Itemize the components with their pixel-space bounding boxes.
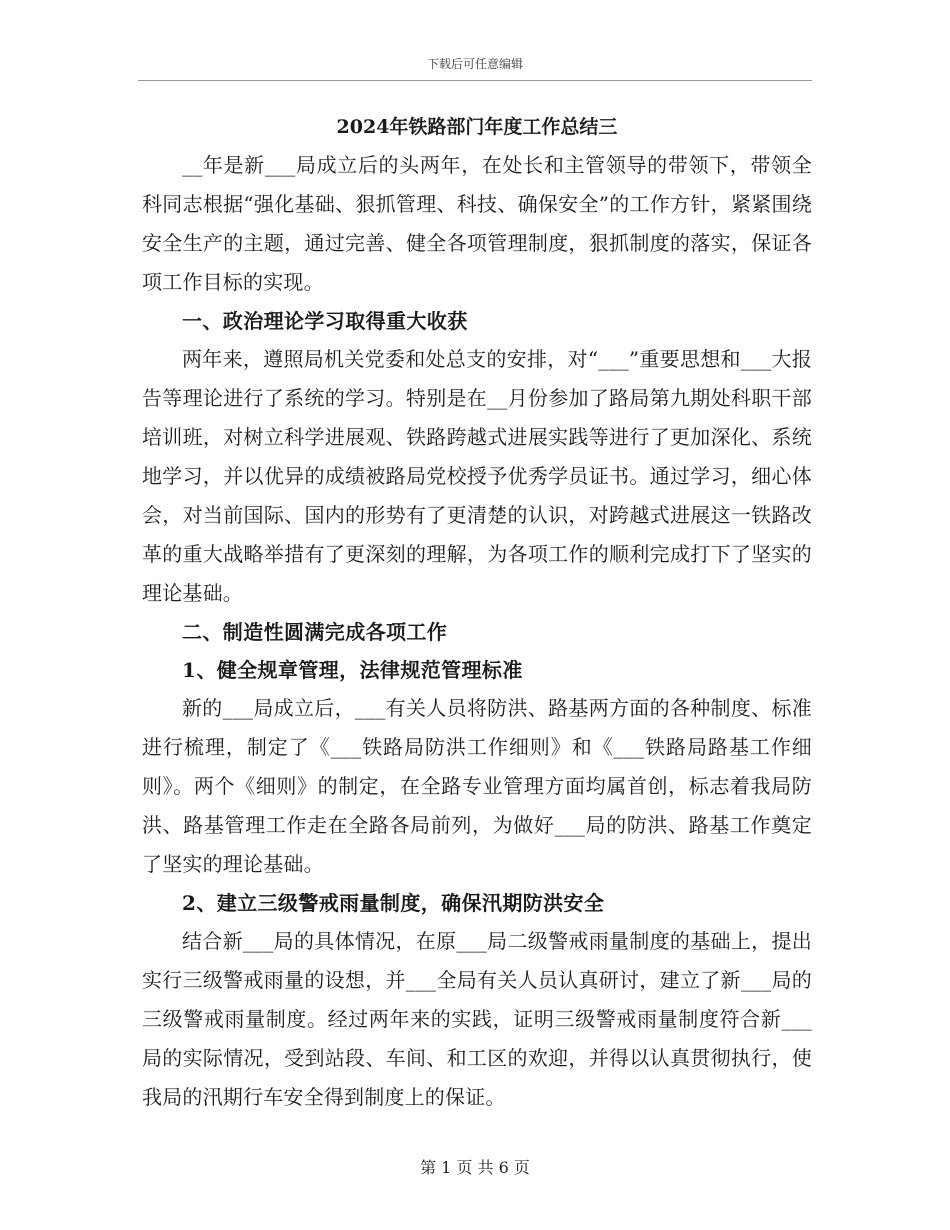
intro-paragraph: __年是新___局成立后的头两年，在处长和主管领导的带领下，带领全科同志根据“强化基础、狠抓管理、科技、确保安全”的工作方针，紧紧围绕安全生产的主题，通过完善、健全各项管理制度，狠抓制度的落实，保证各项工作目标的实现。 [142,153,812,294]
section-heading-work-completion: 二、制造性圆满完成各项工作 [182,620,448,644]
section-paragraph-political-study: 两年来，遵照局机关党委和处总支的安排，对“___”重要思想和___大报告等理论进行了系统的学习。特别是在__月份参加了路局第九期处科职干部培训班，对树立科学进展观、铁路跨越式进展实践等进行了更加深化、系统地学习，并以优异的成绩被路局党校授予优秀学员证书。通过学习，细心体会，对当前国际、国内的形势有了更清楚的认识，对跨越式进展这一铁路改革的重大战略举措有了更深刻的理解，为各项工作的顺利完成打下了坚实的理论基础。 [142,347,812,605]
subsection-paragraph-rainfall-warning: 结合新___局的具体情况，在原___局二级警戒雨量制度的基础上，提出实行三级警戒雨量的设想，并___全局有关人员认真研讨，建立了新___局的三级警戒雨量制度。经过两年来的实践，证明三级警戒雨量制度符合新___局的实际情况，受到站段、车间、和工区的欢迎，并得以认真贯彻执行，使我局的汛期行车安全得到制度上的保证。 [142,929,812,1109]
page-number: 第 1 页 共 6 页 [420,1158,530,1177]
header-divider [138,80,812,81]
header-note: 下载后可任意编辑 [426,57,523,71]
subsection-heading-regulations: 1、健全规章管理，法律规范管理标准 [182,658,523,682]
subsection-paragraph-regulations: 新的___局成立后，___有关人员将防洪、路基两方面的各种制度、标准进行梳理，制定了《___铁路局防洪工作细则》和《___铁路局路基工作细则》。两个《细则》的制定，在全路专业管理方面均属首创，标志着我局防洪、路基管理工作走在全路各局前列，为做好___局的防洪、路基工作奠定了坚实的理论基础。 [142,696,812,876]
section-heading-political-study: 一、政治理论学习取得重大收获 [182,309,468,333]
subsection-heading-rainfall-warning: 2、建立三级警戒雨量制度，确保汛期防洪安全 [182,891,605,915]
document-body [142,110,812,1117]
document-title: 2024年铁路部门年度工作总结三 [336,116,618,138]
